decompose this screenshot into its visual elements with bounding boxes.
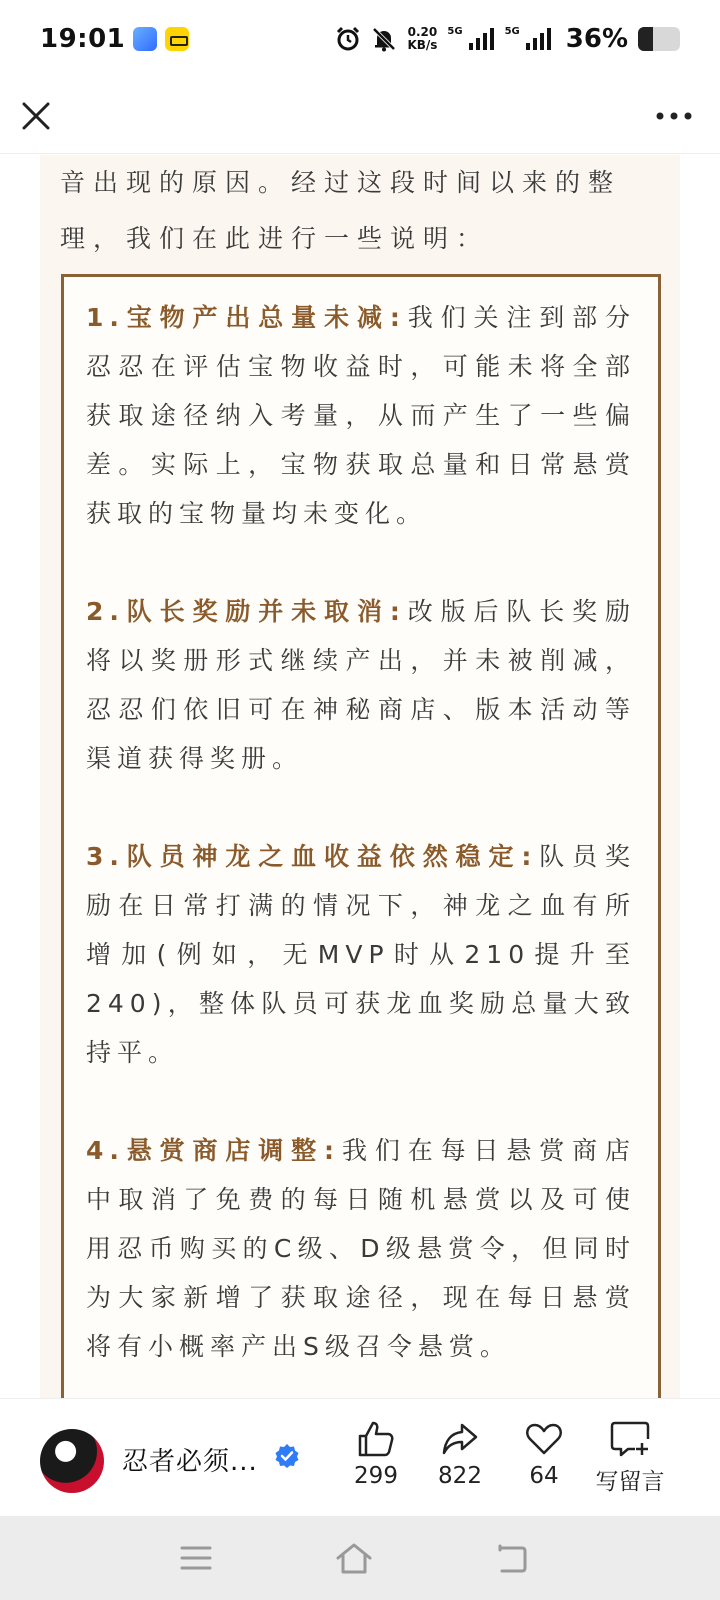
notice-point-title: 1.宝物产出总量未减: — [86, 303, 406, 332]
author-avatar[interactable] — [40, 1429, 104, 1493]
status-bar — [0, 0, 720, 78]
alarm-icon — [335, 26, 361, 52]
thumbs-up-icon — [356, 1419, 396, 1459]
network-speed — [407, 26, 437, 52]
sim1-label: 5G — [447, 26, 463, 37]
top-bar — [0, 78, 720, 154]
sim2-label: 5G — [504, 26, 520, 37]
notice-point-body: 我们在每日悬赏商店中取消了免费的每日随机悬赏以及可使用忍币购买的C级、D级悬赏令，但同时为大家新增了获取途径，现在每日悬赏将有小概率产出S级召令悬赏。 — [86, 1136, 636, 1361]
signal-icon-sim2 — [526, 28, 556, 50]
article-content[interactable] — [0, 155, 720, 1398]
mute-bell-icon — [371, 26, 397, 52]
app-notification-icon — [133, 27, 157, 51]
network-speed-unit: KB/s — [407, 38, 438, 52]
menu-icon[interactable] — [178, 1540, 214, 1576]
status-time: 19:01 — [40, 24, 126, 54]
verified-badge-icon — [274, 1443, 300, 1469]
intro-line: 音出现的原因。经过这段时间以来的整 — [60, 168, 622, 197]
notice-point-2 — [86, 587, 636, 783]
app-notification-icon-2 — [165, 27, 189, 51]
more-horizontal-icon[interactable] — [654, 104, 694, 128]
favorite-button[interactable] — [504, 1419, 584, 1489]
notice-box — [61, 274, 661, 1398]
system-nav-bar — [0, 1516, 720, 1600]
bottom-action-bar — [0, 1398, 720, 1516]
notice-point-body: 队员奖励在日常打满的情况下，神龙之血有所增加(例如，无MVP时从210提升至240)，整体队员可获龙血奖励总量大致持平。 — [86, 842, 636, 1067]
heart-icon — [524, 1419, 564, 1459]
article-intro — [60, 155, 660, 267]
write-comment-button[interactable] — [590, 1419, 670, 1496]
battery-percent: 36% — [565, 24, 628, 54]
share-button[interactable] — [420, 1419, 500, 1489]
notice-point-1 — [86, 293, 636, 538]
notice-point-body: 我们关注到部分忍忍在评估宝物收益时，可能未将全部获取途径纳入考量，从而产生了一些偏差。实际上，宝物获取总量和日常悬赏获取的宝物量均未变化。 — [86, 303, 636, 528]
back-icon[interactable] — [494, 1540, 530, 1576]
favorite-count: 64 — [529, 1463, 559, 1489]
status-indicators — [335, 24, 680, 54]
write-comment-label: 写留言 — [595, 1469, 665, 1495]
intro-line: 理，我们在此进行一些说明： — [60, 224, 490, 253]
notice-point-title: 2.队长奖励并未取消: — [86, 597, 406, 626]
notice-point-3 — [86, 832, 636, 1077]
author-name[interactable]: 忍者必须... — [122, 1447, 258, 1477]
close-icon[interactable] — [18, 98, 54, 134]
battery-icon — [638, 27, 680, 51]
notice-point-title: 4.悬赏商店调整: — [86, 1136, 341, 1165]
battery-fill — [638, 27, 653, 51]
home-icon[interactable] — [334, 1540, 374, 1576]
share-count: 822 — [438, 1463, 482, 1489]
comment-add-icon — [609, 1419, 651, 1459]
notice-point-body: 改版后队长奖励将以奖册形式继续产出，并未被削减，忍忍们依旧可在神秘商店、版本活动等渠道获得奖册。 — [86, 597, 636, 773]
signal-icon-sim1 — [469, 28, 495, 50]
share-icon — [440, 1419, 480, 1459]
notice-point-title: 3.队员神龙之血收益依然稳定: — [86, 842, 538, 871]
like-button[interactable] — [336, 1419, 416, 1489]
network-speed-value: 0.20 — [407, 25, 438, 39]
like-count: 299 — [354, 1463, 398, 1489]
notice-point-4 — [86, 1126, 636, 1371]
